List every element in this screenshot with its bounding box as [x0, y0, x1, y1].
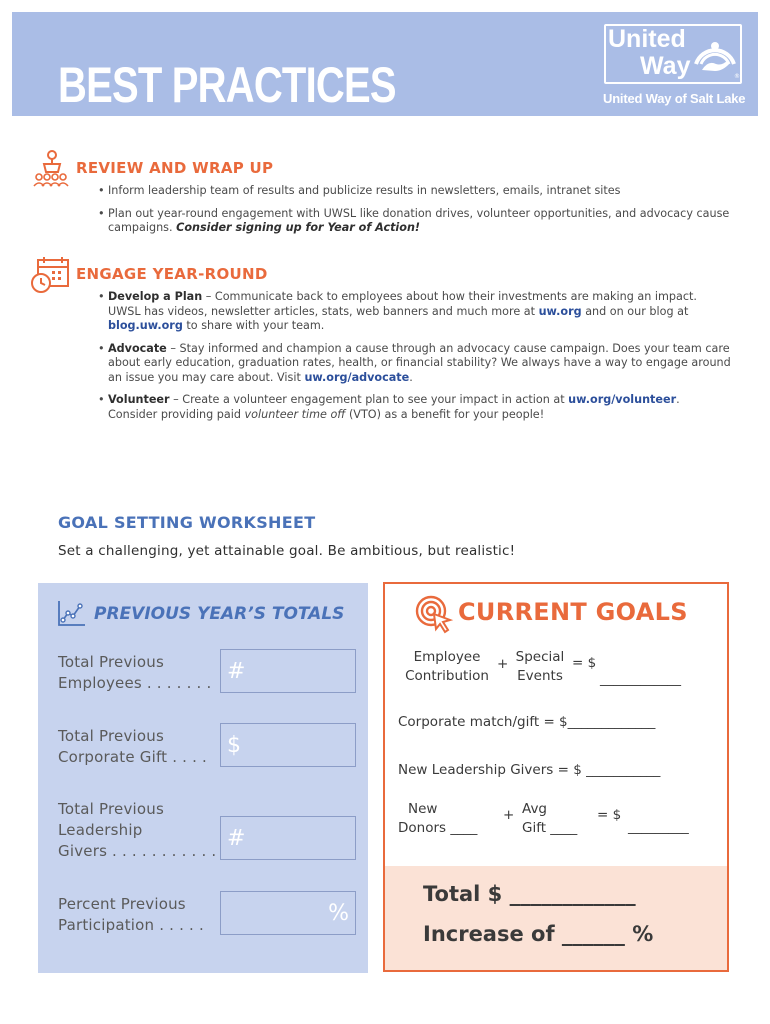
- logo-org-name: United Way of Salt Lake: [603, 91, 746, 106]
- united-way-hand-icon: [690, 30, 740, 80]
- employee-goal-blank[interactable]: ____________: [600, 671, 681, 687]
- previous-leadership-givers-input[interactable]: #: [220, 816, 356, 860]
- plus-sign: +: [497, 656, 509, 672]
- equals-dollar: = $: [597, 807, 622, 823]
- increase-line[interactable]: Increase of ______ %: [423, 922, 654, 946]
- worksheet-subtitle: Set a challenging, yet attainable goal. Be ambitious, but realistic!: [58, 543, 516, 559]
- label-employee-contribution: Employee Contribution: [405, 649, 489, 684]
- list-item: • Volunteer – Create a volunteer engagement plan to see your impact in action at uw.org/volunteer. Consider providing paid volunteer time off (VTO) as a benefit for your people!: [98, 393, 732, 422]
- worksheet-title: GOAL SETTING WORKSHEET: [58, 513, 316, 532]
- link-uw-org[interactable]: uw.org: [538, 304, 582, 318]
- plus-sign: +: [503, 807, 515, 823]
- line-graph-icon: [56, 600, 86, 628]
- list-item: • Plan out year-round engagement with UWSL like donation drives, volunteer opportunities, and advocacy cause campaigns. Consider signing up for Year of Action!: [98, 207, 738, 236]
- total-goal-line[interactable]: Total $ ____________: [423, 882, 636, 906]
- label-special-events: Special Events: [515, 649, 565, 684]
- page-title: BEST PRACTICES: [58, 57, 396, 113]
- presenter-audience-icon: [31, 150, 73, 190]
- current-goals-title: CURRENT GOALS: [458, 598, 688, 626]
- engage-bullet-list: [98, 290, 732, 430]
- label-total-previous-employees: Total Previous Employees . . . . . . .: [58, 653, 212, 692]
- new-donors-goal-blank[interactable]: _________: [628, 819, 689, 835]
- review-heading: REVIEW AND WRAP UP: [76, 159, 274, 177]
- previous-employees-input[interactable]: #: [220, 649, 356, 693]
- label-percent-previous-participation: Percent Previous Participation . . . . .: [58, 895, 204, 934]
- label-new-donors[interactable]: New Donors ____: [398, 801, 478, 836]
- previous-participation-input[interactable]: %: [220, 891, 356, 935]
- review-bullet-list: [98, 184, 738, 244]
- link-advocate[interactable]: uw.org/advocate: [304, 370, 410, 384]
- logo-text-united: United: [608, 25, 686, 53]
- target-cursor-icon: [414, 594, 454, 634]
- corporate-match-line[interactable]: Corporate match/gift = $_____________: [398, 714, 656, 730]
- list-item: • Advocate – Stay informed and champion a cause through an advocacy cause campaign. Does your team care about early education, graduation rates, health, or financial stability? We always have a way to engage around an issue you may care about. Visit uw.org/advocate.: [98, 342, 732, 386]
- label-total-previous-corporate-gift: Total Previous Corporate Gift . . . .: [58, 727, 207, 766]
- engage-heading: ENGAGE YEAR-ROUND: [76, 265, 268, 283]
- list-item: • Develop a Plan – Communicate back to employees about how their investments are making an impact. UWSL has videos, newsletter articles, stats, web banners and much more at uw.org and on our blog at blog.uw.org to share with your team.: [98, 290, 732, 334]
- link-volunteer[interactable]: uw.org/volunteer: [568, 393, 677, 406]
- new-leadership-givers-line[interactable]: New Leadership Givers = $ ___________: [398, 762, 661, 778]
- equals-dollar: = $: [572, 655, 597, 671]
- link-blog[interactable]: blog.uw.org: [108, 319, 183, 332]
- previous-corporate-gift-input[interactable]: $: [220, 723, 356, 767]
- logo-text-way: Way: [640, 52, 691, 80]
- calendar-clock-icon: [30, 256, 70, 294]
- list-item: • Inform leadership team of results and publicize results in newsletters, emails, intranet sites: [98, 184, 738, 199]
- svg-text:®: ®: [734, 73, 740, 80]
- label-total-previous-leadership-givers: Total Previous Leadership Givers . . . . . . . . . . .: [58, 800, 217, 860]
- previous-totals-title: PREVIOUS YEAR’S TOTALS: [94, 604, 345, 624]
- label-avg-gift[interactable]: Avg Gift ____: [522, 801, 578, 836]
